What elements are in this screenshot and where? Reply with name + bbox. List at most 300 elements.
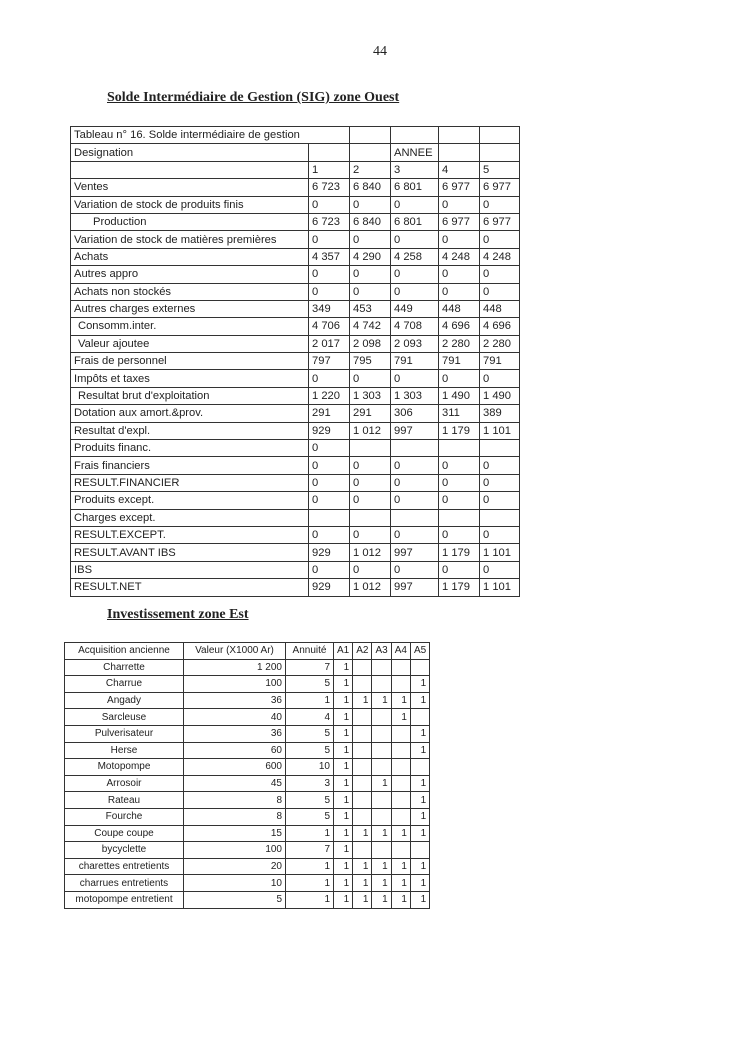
- inv-item-name: Motopompe: [65, 759, 184, 776]
- sig-value: [350, 509, 391, 526]
- inv-year-flag: 1: [334, 692, 353, 709]
- sig-value: 291: [309, 405, 350, 422]
- inv-header: A2: [353, 643, 372, 660]
- inv-year-flag: 1: [391, 875, 410, 892]
- sig-row-label: RESULT.EXCEPT.: [71, 526, 309, 543]
- sig-value: 997: [391, 422, 439, 439]
- sig-value: 1 490: [480, 387, 520, 404]
- sig-row: [71, 248, 520, 265]
- sig-row-label: Achats non stockés: [71, 283, 309, 300]
- sig-value: 929: [309, 544, 350, 561]
- inv-year-flag: 1: [334, 725, 353, 742]
- inv-year-flag: 1: [334, 676, 353, 693]
- sig-value: 349: [309, 300, 350, 317]
- sig-value: 0: [309, 440, 350, 457]
- inv-item-name: Charrette: [65, 659, 184, 676]
- inv-year-flag: [391, 725, 410, 742]
- inv-item-name: Arrosoir: [65, 775, 184, 792]
- sig-row-label: Variation de stock de produits finis: [71, 196, 309, 213]
- sig-row: [71, 561, 520, 578]
- sig-value: 0: [480, 370, 520, 387]
- inv-valeur: 5: [184, 891, 286, 908]
- inv-row: [65, 792, 430, 809]
- year-header: 3: [391, 161, 439, 178]
- sig-row-label: Autres charges externes: [71, 300, 309, 317]
- inv-year-flag: [372, 659, 391, 676]
- inv-year-flag: 1: [334, 825, 353, 842]
- sig-value: 0: [391, 492, 439, 509]
- inv-year-flag: 1: [372, 692, 391, 709]
- inv-annuite: 1: [286, 891, 334, 908]
- sig-value: 1 101: [480, 544, 520, 561]
- section-title-investissement: Investissement zone Est: [107, 607, 249, 622]
- sig-row-label: Variation de stock de matières premières: [71, 231, 309, 248]
- sig-value: 1 303: [391, 387, 439, 404]
- sig-row-label: Achats: [71, 248, 309, 265]
- empty-cell: [350, 127, 391, 144]
- sig-value: 1 012: [350, 544, 391, 561]
- sig-value: 6 840: [350, 179, 391, 196]
- inv-annuite: 5: [286, 676, 334, 693]
- sig-value: 448: [439, 300, 480, 317]
- inv-year-flag: 1: [334, 842, 353, 859]
- inv-year-flag: 1: [391, 858, 410, 875]
- inv-year-flag: [372, 709, 391, 726]
- sig-value: 1 101: [480, 422, 520, 439]
- inv-valeur: 100: [184, 676, 286, 693]
- sig-value: 4 248: [480, 248, 520, 265]
- inv-annuite: 1: [286, 825, 334, 842]
- sig-value: 791: [391, 353, 439, 370]
- sig-value: 4 290: [350, 248, 391, 265]
- sig-row: [71, 196, 520, 213]
- sig-value: 0: [309, 457, 350, 474]
- sig-value: 0: [480, 196, 520, 213]
- sig-row: [71, 422, 520, 439]
- section-title-sig: Solde Intermédiaire de Gestion (SIG) zone Ouest: [107, 90, 400, 105]
- inv-row: [65, 808, 430, 825]
- sig-value: 0: [391, 561, 439, 578]
- sig-value: 4 696: [439, 318, 480, 335]
- inv-item-name: Pulverisateur: [65, 725, 184, 742]
- sig-value: 291: [350, 405, 391, 422]
- inv-item-name: Herse: [65, 742, 184, 759]
- inv-year-flag: [372, 792, 391, 809]
- sig-row-label: Charges except.: [71, 509, 309, 526]
- sig-value: 929: [309, 579, 350, 596]
- sig-value: 0: [350, 474, 391, 491]
- sig-row-label: Impôts et taxes: [71, 370, 309, 387]
- sig-value: 0: [391, 526, 439, 543]
- inv-year-flag: 1: [391, 709, 410, 726]
- inv-year-flag: 1: [410, 725, 429, 742]
- sig-value: 0: [439, 370, 480, 387]
- sig-value: [439, 509, 480, 526]
- sig-value: 0: [391, 196, 439, 213]
- inv-header: A4: [391, 643, 410, 660]
- inv-annuite: 5: [286, 808, 334, 825]
- sig-row-label: Frais financiers: [71, 457, 309, 474]
- inv-year-flag: [391, 742, 410, 759]
- sig-value: 797: [309, 353, 350, 370]
- inv-item-name: bycyclette: [65, 842, 184, 859]
- inv-year-flag: [391, 775, 410, 792]
- sig-value: [480, 440, 520, 457]
- inv-year-flag: 1: [391, 825, 410, 842]
- sig-row: [71, 300, 520, 317]
- inv-year-flag: 1: [334, 709, 353, 726]
- inv-row: [65, 891, 430, 908]
- sig-value: 997: [391, 544, 439, 561]
- sig-value: 0: [391, 474, 439, 491]
- sig-row: [71, 509, 520, 526]
- sig-value: 791: [439, 353, 480, 370]
- sig-value: 0: [439, 492, 480, 509]
- inv-year-flag: [372, 725, 391, 742]
- sig-row: [71, 579, 520, 596]
- sig-row-label: Consomm.inter.: [71, 318, 309, 335]
- sig-row: [71, 474, 520, 491]
- sig-value: 4 706: [309, 318, 350, 335]
- inv-year-flag: [353, 676, 372, 693]
- sig-value: 0: [480, 457, 520, 474]
- inv-year-flag: 1: [391, 692, 410, 709]
- inv-year-flag: 1: [410, 808, 429, 825]
- sig-value: 2 017: [309, 335, 350, 352]
- inv-year-flag: 1: [334, 875, 353, 892]
- sig-value: 0: [309, 283, 350, 300]
- sig-value: 0: [309, 266, 350, 283]
- inv-row: [65, 825, 430, 842]
- inv-year-flag: [372, 759, 391, 776]
- inv-valeur: 600: [184, 759, 286, 776]
- sig-value: 0: [391, 231, 439, 248]
- page-number: 44: [373, 44, 387, 59]
- inv-valeur: 40: [184, 709, 286, 726]
- sig-value: 2 280: [480, 335, 520, 352]
- sig-row-label: Valeur ajoutee: [71, 335, 309, 352]
- inv-year-flag: 1: [334, 775, 353, 792]
- empty-cell: [480, 127, 520, 144]
- sig-row: [71, 405, 520, 422]
- inv-annuite: 5: [286, 792, 334, 809]
- sig-row-label: Produits financ.: [71, 440, 309, 457]
- sig-value: 1 490: [439, 387, 480, 404]
- sig-value: 0: [350, 231, 391, 248]
- inv-year-flag: [391, 792, 410, 809]
- sig-row: [71, 544, 520, 561]
- inv-year-flag: [391, 659, 410, 676]
- inv-valeur: 10: [184, 875, 286, 892]
- sig-row-label: Resultat d'expl.: [71, 422, 309, 439]
- inv-year-flag: [353, 792, 372, 809]
- sig-value: 0: [391, 457, 439, 474]
- sig-row-label: Produits except.: [71, 492, 309, 509]
- sig-row-label: Dotation aux amort.&prov.: [71, 405, 309, 422]
- sig-row-label: Autres appro: [71, 266, 309, 283]
- year-header: 4: [439, 161, 480, 178]
- sig-value: 0: [439, 266, 480, 283]
- inv-year-flag: [353, 842, 372, 859]
- sig-value: 0: [309, 474, 350, 491]
- inv-item-name: charettes entretients: [65, 858, 184, 875]
- sig-value: 0: [480, 526, 520, 543]
- sig-value: 4 708: [391, 318, 439, 335]
- inv-valeur: 36: [184, 692, 286, 709]
- inv-item-name: Sarcleuse: [65, 709, 184, 726]
- inv-annuite: 7: [286, 659, 334, 676]
- sig-value: 0: [480, 231, 520, 248]
- sig-value: 0: [391, 283, 439, 300]
- sig-value: 2 093: [391, 335, 439, 352]
- inv-year-flag: 1: [334, 891, 353, 908]
- sig-row-label: RESULT.FINANCIER: [71, 474, 309, 491]
- sig-value: 1 179: [439, 544, 480, 561]
- sig-value: 4 742: [350, 318, 391, 335]
- inv-row: [65, 759, 430, 776]
- inv-valeur: 8: [184, 792, 286, 809]
- inv-year-flag: [410, 842, 429, 859]
- inv-year-flag: 1: [410, 742, 429, 759]
- inv-year-flag: [353, 709, 372, 726]
- sig-value: 389: [480, 405, 520, 422]
- sig-value: 0: [391, 370, 439, 387]
- sig-value: [391, 509, 439, 526]
- sig-value: 0: [480, 492, 520, 509]
- inv-year-flag: [410, 709, 429, 726]
- inv-header: Annuité: [286, 643, 334, 660]
- inv-row: [65, 659, 430, 676]
- sig-value: 1 101: [480, 579, 520, 596]
- sig-row: [71, 457, 520, 474]
- sig-value: 791: [480, 353, 520, 370]
- sig-row-label: IBS: [71, 561, 309, 578]
- sig-value: 6 801: [391, 179, 439, 196]
- sig-value: 1 012: [350, 422, 391, 439]
- sig-table: [70, 126, 520, 597]
- sig-value: 6 801: [391, 213, 439, 230]
- sig-value: 6 977: [439, 213, 480, 230]
- sig-row: [71, 526, 520, 543]
- sig-value: 0: [309, 231, 350, 248]
- sig-value: [309, 509, 350, 526]
- sig-value: 0: [439, 283, 480, 300]
- inv-item-name: motopompe entretient: [65, 891, 184, 908]
- sig-row: [71, 335, 520, 352]
- sig-row-label: RESULT.NET: [71, 579, 309, 596]
- sig-caption: Tableau n° 16. Solde intermédiaire de gestion: [71, 127, 350, 144]
- inv-year-flag: [372, 742, 391, 759]
- sig-row-label: RESULT.AVANT IBS: [71, 544, 309, 561]
- sig-row: [71, 353, 520, 370]
- sig-value: 0: [439, 526, 480, 543]
- inv-valeur: 45: [184, 775, 286, 792]
- inv-year-flag: 1: [353, 858, 372, 875]
- inv-year-flag: [410, 659, 429, 676]
- sig-value: 0: [350, 457, 391, 474]
- inv-year-flag: [353, 775, 372, 792]
- sig-value: 0: [439, 196, 480, 213]
- sig-value: 0: [309, 561, 350, 578]
- sig-value: 0: [350, 196, 391, 213]
- sig-value: 1 303: [350, 387, 391, 404]
- inv-item-name: Charrue: [65, 676, 184, 693]
- sig-value: 4 248: [439, 248, 480, 265]
- inv-row: [65, 858, 430, 875]
- sig-row: [71, 213, 520, 230]
- inv-year-flag: [391, 676, 410, 693]
- sig-value: 6 977: [480, 179, 520, 196]
- sig-value: 0: [480, 266, 520, 283]
- inv-year-flag: [391, 842, 410, 859]
- designation-label: Designation: [71, 144, 309, 161]
- inv-valeur: 100: [184, 842, 286, 859]
- sig-value: 4 258: [391, 248, 439, 265]
- inv-year-flag: 1: [410, 825, 429, 842]
- sig-value: 4 357: [309, 248, 350, 265]
- sig-row: [71, 231, 520, 248]
- inv-valeur: 1 200: [184, 659, 286, 676]
- inv-annuite: 3: [286, 775, 334, 792]
- inv-year-flag: [353, 759, 372, 776]
- inv-year-flag: 1: [372, 825, 391, 842]
- inv-item-name: Fourche: [65, 808, 184, 825]
- sig-row-label: Frais de personnel: [71, 353, 309, 370]
- inv-year-flag: 1: [410, 676, 429, 693]
- inv-year-flag: 1: [353, 891, 372, 908]
- sig-value: 0: [350, 561, 391, 578]
- inv-annuite: 7: [286, 842, 334, 859]
- empty-cell: [439, 144, 480, 161]
- sig-value: 449: [391, 300, 439, 317]
- inv-row: [65, 692, 430, 709]
- sig-value: 311: [439, 405, 480, 422]
- sig-value: 0: [439, 561, 480, 578]
- inv-annuite: 5: [286, 742, 334, 759]
- sig-value: 2 280: [439, 335, 480, 352]
- year-header: 1: [309, 161, 350, 178]
- inv-annuite: 10: [286, 759, 334, 776]
- inv-row: [65, 875, 430, 892]
- inv-year-flag: 1: [334, 792, 353, 809]
- inv-year-flag: 1: [353, 692, 372, 709]
- inv-year-flag: [372, 676, 391, 693]
- inv-year-flag: 1: [410, 792, 429, 809]
- inv-year-flag: [353, 659, 372, 676]
- sig-value: [439, 440, 480, 457]
- sig-row: [71, 492, 520, 509]
- sig-value: 0: [480, 283, 520, 300]
- inv-valeur: 8: [184, 808, 286, 825]
- inv-year-flag: [391, 808, 410, 825]
- inv-row: [65, 725, 430, 742]
- inv-item-name: Rateau: [65, 792, 184, 809]
- inv-row: [65, 842, 430, 859]
- sig-value: 6 977: [439, 179, 480, 196]
- empty-cell: [439, 127, 480, 144]
- inv-year-flag: 1: [410, 858, 429, 875]
- sig-row: [71, 370, 520, 387]
- empty-cell: [391, 127, 439, 144]
- empty-cell: [480, 144, 520, 161]
- inv-year-flag: [353, 725, 372, 742]
- annee-label: ANNEE: [391, 144, 439, 161]
- inv-year-flag: [391, 759, 410, 776]
- sig-value: 0: [480, 561, 520, 578]
- inv-item-name: Angady: [65, 692, 184, 709]
- inv-year-flag: 1: [353, 875, 372, 892]
- inv-valeur: 15: [184, 825, 286, 842]
- inv-header: Valeur (X1000 Ar): [184, 643, 286, 660]
- inv-annuite: 1: [286, 875, 334, 892]
- inv-year-flag: 1: [334, 659, 353, 676]
- inv-annuite: 1: [286, 692, 334, 709]
- inv-header: Acquisition ancienne: [65, 643, 184, 660]
- sig-value: 929: [309, 422, 350, 439]
- sig-value: 2 098: [350, 335, 391, 352]
- sig-caption-row: [71, 127, 520, 144]
- empty-cell: [350, 144, 391, 161]
- empty-cell: [71, 161, 309, 178]
- inv-year-flag: [410, 759, 429, 776]
- inv-valeur: 20: [184, 858, 286, 875]
- inv-year-flag: 1: [334, 808, 353, 825]
- sig-row: [71, 283, 520, 300]
- sig-row: [71, 440, 520, 457]
- inv-row: [65, 709, 430, 726]
- sig-row-label: Resultat brut d'exploitation: [71, 387, 309, 404]
- sig-value: [391, 440, 439, 457]
- inv-year-flag: 1: [353, 825, 372, 842]
- sig-years-row: [71, 161, 520, 178]
- sig-value: 1 179: [439, 422, 480, 439]
- sig-value: [480, 509, 520, 526]
- inv-header: A5: [410, 643, 429, 660]
- inv-annuite: 1: [286, 858, 334, 875]
- sig-value: 306: [391, 405, 439, 422]
- sig-value: 1 220: [309, 387, 350, 404]
- sig-value: 0: [439, 457, 480, 474]
- inv-row: [65, 742, 430, 759]
- sig-value: 0: [350, 370, 391, 387]
- inv-annuite: 5: [286, 725, 334, 742]
- inv-year-flag: 1: [410, 891, 429, 908]
- sig-value: 795: [350, 353, 391, 370]
- inv-item-name: Coupe coupe: [65, 825, 184, 842]
- sig-value: 453: [350, 300, 391, 317]
- inv-row: [65, 775, 430, 792]
- inv-year-flag: 1: [391, 891, 410, 908]
- sig-value: 0: [350, 492, 391, 509]
- sig-value: 0: [309, 492, 350, 509]
- inv-header: A1: [334, 643, 353, 660]
- sig-row: [71, 179, 520, 196]
- year-header: 5: [480, 161, 520, 178]
- sig-row-label: Ventes: [71, 179, 309, 196]
- sig-value: 0: [309, 526, 350, 543]
- inv-year-flag: 1: [410, 692, 429, 709]
- inv-header-row: [65, 643, 430, 660]
- sig-value: 0: [391, 266, 439, 283]
- inv-year-flag: [372, 842, 391, 859]
- inv-year-flag: 1: [410, 875, 429, 892]
- sig-value: 6 977: [480, 213, 520, 230]
- sig-value: 0: [350, 283, 391, 300]
- empty-cell: [309, 144, 350, 161]
- inv-valeur: 36: [184, 725, 286, 742]
- inv-year-flag: 1: [372, 891, 391, 908]
- inv-item-name: charrues entretients: [65, 875, 184, 892]
